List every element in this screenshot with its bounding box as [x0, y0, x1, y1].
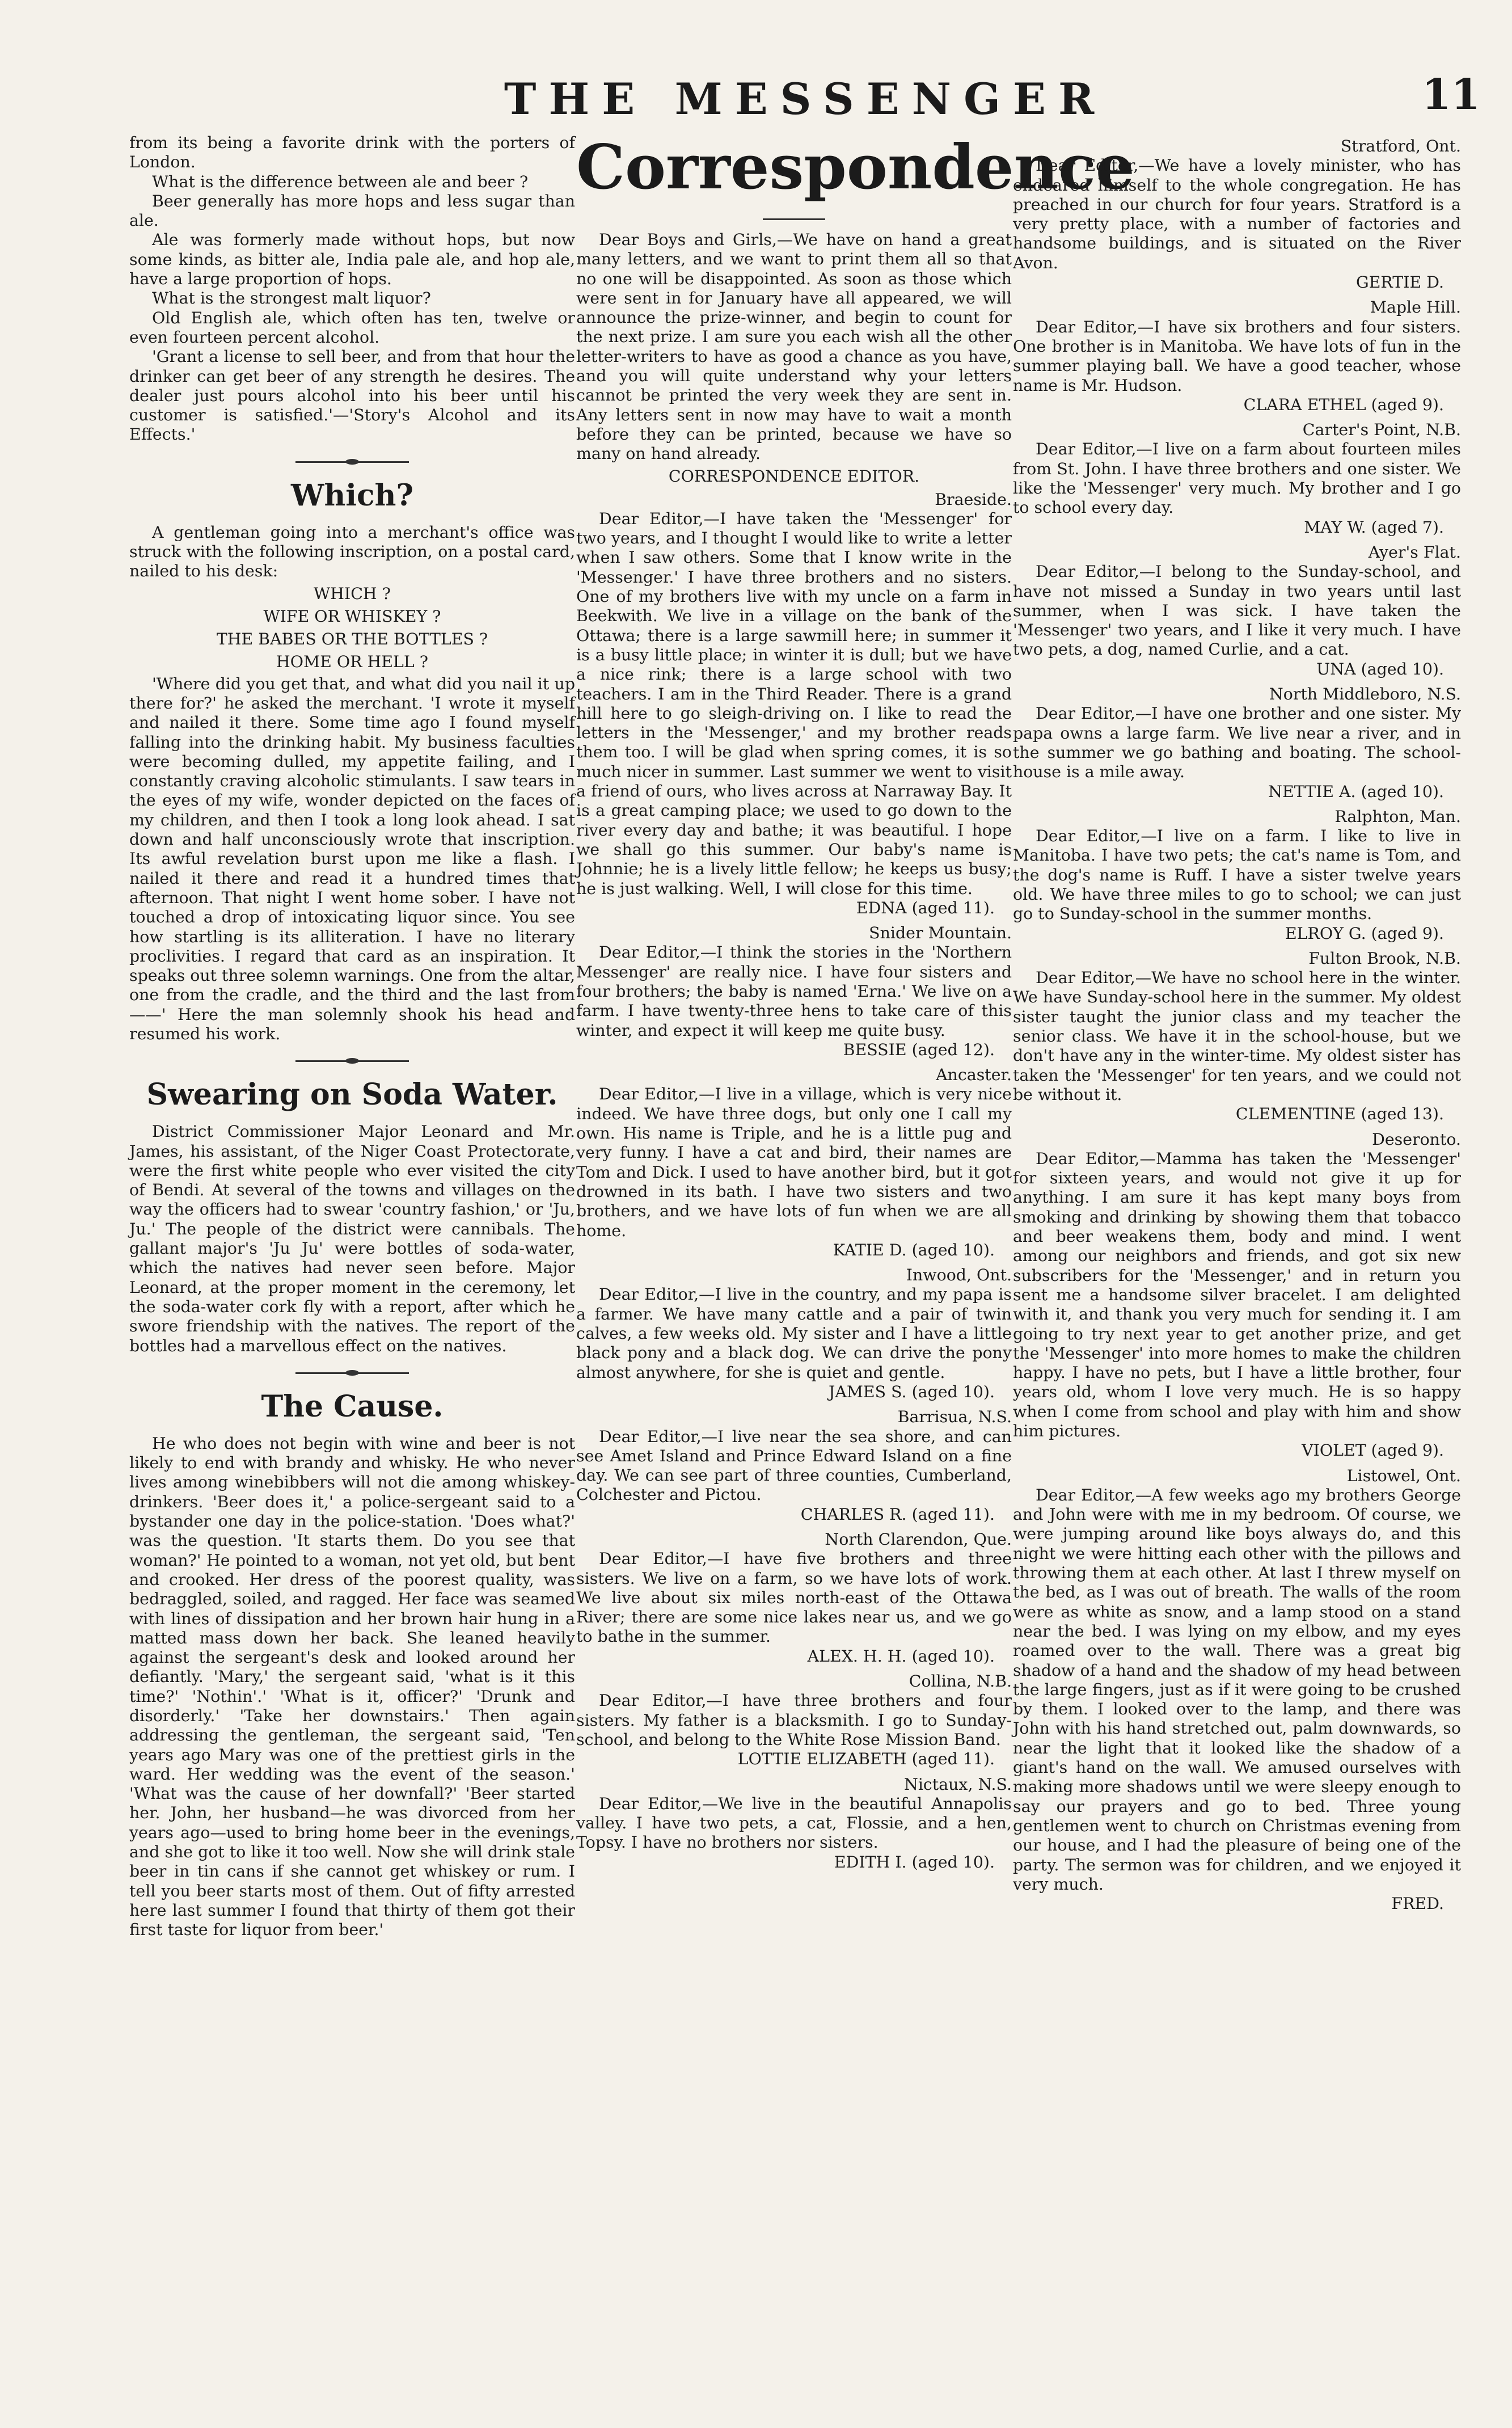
letter [576, 490, 1012, 918]
letter-place: Collina, N.B. [909, 1672, 1012, 1691]
letter-signature: LOTTIE ELIZABETH (aged 11). [737, 1750, 995, 1769]
letter-signature: CLARA ETHEL (aged 9). [1243, 395, 1444, 414]
letter-text: Dear Editor,—I have six brothers and four sisters. One brother is in Manitoba. We have lots of fun in the summer playing ball. We have a good teacher, whose name is Mr. Hudson. [1013, 317, 1461, 395]
letter [576, 1065, 1012, 1260]
letter-signature: GERTIE D. [1356, 273, 1444, 292]
inscription-line: HOME OR HELL ? [276, 652, 428, 671]
letter-place: Maple Hill. [1370, 298, 1461, 317]
letter [1013, 1466, 1461, 1914]
letter-place: North Clarendon, Que. [825, 1530, 1012, 1549]
letter-signature: NETTIE A. (aged 10). [1268, 782, 1444, 801]
letter-text: Dear Editor,—We have no school here in the winter. We have Sunday-school here in the summer. My oldest sister taught the junior class and my teacher the senior class. We have it in the school-house, but we don't have any in the winter-time. My oldest sister has taken the 'Messenger' for ten years, and we could not be without it. [1013, 968, 1461, 1104]
paragraph: District Commissioner Major Leonard and Mr. James, his assistant, of the Niger Coast Protectorate, were the first white people who ever visited the city of Bendi. At several of the towns and villages on the way the officers had to swear 'country fashion,' or 'Ju, Ju.' The people of the district were cannibals. The gallant major's 'Ju Ju' were bottles of soda-water, which the natives had never seen before. Major Leonard, at the proper moment in the ceremony, let the soda-water cork fly with a report, after which he swore friendship with the natives. The report of the bottles had a marvellous effect on the natives. [129, 1122, 575, 1355]
letter-place: North Middleboro, N.S. [1269, 685, 1461, 704]
letter-place: Barrisua, N.S. [897, 1407, 1012, 1427]
letter-text: Dear Editor,—A few weeks ago my brothers George and John were with me in my bedroom. Of course, we were jumping around like boys always do, and this night we were hitting each other with the pillows and throwing them at each other. At last I threw myself on the bed, as I was out of breath. The walls of the room were as white as snow, and a lamp stood on a stand near the bed. I was lying on my elbow, and my eyes roamed over to the wall. There was a great big shadow of a hand and the shadow of my head between the large fingers, just as if it were going to be crushed by them. I looked over to the lamp, and there was John with his hand stretched out, palm downwards, so near the light that it looked like the shadow of a giant's hand on the wall. We amused ourselves with making more shadows until we were sleepy enough to say our prayers and go to bed. Three young gentlemen went to church on Christmas evening from our house, and I had the pleasure of being one of the party. The sermon was for children, and we enjoyed it very much. [1013, 1485, 1461, 1894]
letter-place: Ralphton, Man. [1334, 807, 1461, 826]
letter-signature: UNA (aged 10). [1316, 659, 1444, 678]
column-3 [1013, 133, 1461, 2391]
letter-place: Inwood, Ont. [906, 1266, 1012, 1285]
letter-text: Dear Editor,—I live near the sea shore, and can see Amet Island and Prince Edward Island on a fine day. We can see part of three counties, Cumberland, Colchester and Pictou. [576, 1427, 1012, 1504]
letter [1013, 685, 1461, 802]
paragraph: Beer generally has more hops and less sugar than ale. [129, 191, 575, 230]
paragraph: Dear Boys and Girls,—We have on hand a great many letters, and we want to print them all so that no one will be disappointed. As soon as those which were sent in for January have all appeared, we will announce the prize-winner, and begin to count for the next prize. I am sure you each wish all the other letter-writers to have as good a chance as you have, and you will quite understand why your letters cannot be printed the very week they are sent in. Any letters sent in now may have to wait a month before they can be printed, because we have so many on hand already. [576, 230, 1012, 463]
letter [576, 1530, 1012, 1666]
letter-text: Dear Editor,—I live in the country, and my papa is a farmer. We have many cattle and a pair of twin calves, a few weeks old. My sister and I have a little black pony and a black dog. We can drive the pony almost anywhere, for she is quiet and gentle. [576, 1285, 1012, 1382]
paragraph: What is the strongest malt liquor? [152, 289, 431, 308]
letter-signature: JAMES S. (aged 10). [828, 1382, 995, 1401]
column-1 [129, 133, 575, 2391]
letter [576, 1672, 1012, 1769]
letter [1013, 807, 1461, 943]
page-number: 11 [1422, 70, 1480, 119]
letter-place: Ancaster. [936, 1065, 1012, 1085]
inscription-line: WIFE OR WHISKEY ? [263, 606, 441, 626]
letter-text: Dear Editor,—I have one brother and one sister. My papa owns a large farm. We live near a river, and in the summer we go bathing and boating. The school-house is a mile away. [1013, 704, 1461, 782]
letter [1013, 949, 1461, 1124]
letter [576, 924, 1012, 1060]
letter-text: Dear Editor,—I have three brothers and four sisters. My father is a blacksmith. I go to Sunday-school, and belong to the White Rose Mission Band. [576, 1691, 1012, 1749]
column-2 [576, 132, 1135, 2391]
section-divider [295, 457, 409, 466]
letter-text: Dear Editor,—I live on a farm about fourteen miles from St. John. I have three brothers and one sister. We like the 'Messenger' very much. My brother and I go to school every day. [1013, 440, 1461, 517]
letter-place: Stratford, Ont. [1340, 137, 1461, 155]
paragraph: 'Where did you get that, and what did you nail it up there for?' he asked the merchant. 'I wrote it myself and nailed it there. Some time ago I found myself falling into the drinking habit. My business faculties were becoming dulled, my appetite failing, and I constantly craving alcoholic stimulants. I saw tears in the eyes of my wife, wonder depicted on the faces of my children, and then I took a long look ahead. I sat down and half unconsciously wrote that inscription. Its awful revelation burst upon me like a flash. I nailed it there and read it a hundred times that afternoon. That night I went home sober. I have not touched a drop of intoxicating liquor since. You see how startling is its alliteration. I have no literary proclivities. I regard that card as an inspiration. It speaks out three solemn warnings. One from the altar, one from the cradle, and the third and the last from ——' Here the man solemnly shook his head and resumed his work. [129, 674, 575, 1043]
paragraph: A gentleman going into a merchant's office was struck with the following inscription, on a postal card, nailed to his desk: [129, 522, 575, 581]
letter-signature: VIOLET (aged 9). [1302, 1441, 1444, 1460]
letter-text: Dear Editor,—I think the stories in the 'Northern Messenger' are really nice. I have four sisters and four brothers; the baby is named 'Erna.' We live on a farm. I have twenty-three hens to take care of this winter, and expect it will keep me quite busy. [576, 943, 1012, 1040]
letter-signature: EDITH I. (aged 10). [834, 1852, 995, 1871]
letter-signature: MAY W. (aged 7). [1304, 517, 1444, 537]
paragraph: Ale was formerly made without hops, but now some kinds, as bitter ale, India pale ale, and hop ale, have a large proportion of hops. [129, 230, 575, 289]
letter-place: Snider Mountain. [869, 924, 1012, 943]
letter-place: Listowel, Ont. [1346, 1466, 1461, 1485]
section-divider [295, 1368, 409, 1377]
letter-signature: BESSIE (aged 12). [843, 1040, 995, 1059]
letter-signature: ELROY G. (aged 9). [1285, 924, 1444, 943]
letter [576, 1407, 1012, 1524]
letter-signature: ALEX. H. H. (aged 10). [807, 1646, 995, 1666]
letter [1013, 420, 1461, 537]
letter-text: Dear Editor,—I belong to the Sunday-school, and have not missed a Sunday in two years until last summer, when I was sick. I have taken the 'Messenger' two years, and I like it very much. I have two pets, a dog, named Curlie, and a cat. [1013, 562, 1461, 659]
letter-text: Dear Editor,—Mamma has taken the 'Messenger' for sixteen years, and would not give it up for anything. I am sure it has kept many boys from smoking and drinking by showing them that tobacco and beer weakens them, body and mind. I went among our neighbors and friends, and got six new subscribers for the 'Messenger,' and in return you sent me a handsome silver bracelet. I am delighted with it, and thank you very much for sending it. I am going to try next year to get another prize, and get the 'Messenger' into more homes to make the children happy. I have no pets, but I have a little brother, four years old, whom I love very much. He is so happy when I come from school and play with him and show him pictures. [1013, 1149, 1461, 1440]
paragraph: He who does not begin with wine and beer is not likely to end with brandy and whisky. He who never lives among winebibbers will not die among whiskey-drinkers. 'Beer does it,' a police-sergeant said to a bystander one day in the police-station. 'Does what?' was the question. 'It starts them. Do you see that woman?' He pointed to a woman, not yet old, but bent and crooked. Her dress of the poorest quality, was bedraggled, soiled, and ragged. Her face was seamed with lines of dissipation and her brown hair hung in a matted mass down her back. She leaned heavily against the sergeant's desk and looked around her defiantly. 'Mary,' the sergeant said, 'what is it this time?' 'Nothin'.' 'What is it, officer?' 'Drunk and disorderly.' 'Take her downstairs.' Then again addressing the gentleman, the sergeant said, 'Ten years ago Mary was one of the prettiest girls in the ward. Her wedding was the event of the season.' 'What was the cause of her downfall?' 'Beer started her. John, her husband—he was divorced from her years ago—used to bring home beer in the evenings, and she got to like it too well. Now she will drink stale beer in tin cans if she cannot get whiskey or rum. I tell you beer starts most of them. Out of fifty arrested here last summer I found that thirty of them got their first taste for liquor from beer.' [129, 1434, 575, 1940]
letter-place: Fulton Brook, N.B. [1308, 949, 1461, 968]
letter-place: Ayer's Flat. [1368, 542, 1461, 562]
paragraph: Old English ale, which often has ten, twelve or even fourteen percent alcohol. [129, 308, 575, 347]
letter-text: Dear Editor,—I have taken the 'Messenger' for two years, and I thought I would like to write a letter when I saw others. Some that I know write in the 'Messenger.' I have three brothers and no sisters. One of my brothers live with my uncle on a farm in Beekwith. We live in a village on the bank of the Ottawa; there is a large sawmill here; in summer it is a busy little place; in winter it is dull; but we have a nice rink; there is a large school with two teachers. I am in the Third Reader. There is a grand hill here to go sleigh-driving on. I like to read the letters in the 'Messenger,' and my brother reads them too. I will be glad when spring comes, it is so much nicer in summer. Last summer we went to visit a friend of ours, who lives across at Narraway Bay. It is a great camping place; we used to go down to the river every day and bathe; it was beautiful. I hope we shall go this summer. Our baby's name is Johnnie; he is a lively little fellow; he keeps us busy; he is just walking. Well, I will close for this time. [576, 509, 1012, 898]
letter [1013, 543, 1461, 679]
heading-correspondence: Correspondence [576, 132, 1135, 203]
paragraph: from its being a favorite drink with the porters of London. [129, 133, 575, 172]
divider [763, 218, 825, 220]
letter-signature: FRED. [1391, 1894, 1444, 1913]
letter-signature: EDNA (aged 11). [856, 898, 995, 917]
letter [1013, 298, 1461, 415]
letter-signature: KATIE D. (aged 10). [833, 1240, 995, 1259]
paragraph: What is the difference between ale and beer ? [152, 172, 529, 191]
letter-text: Dear Editor,—We have a lovely minister, who has endeared himself to the whole congregation. He has preached in our church for four years. Stratford is a very pretty place, with a number of factories and handsome buildings, and is situated on the River Avon. [1013, 156, 1461, 272]
heading-cause: The Cause. [261, 1389, 444, 1424]
letter [576, 1266, 1012, 1402]
letter-text: Dear Editor,—We live in the beautiful Annapolis valley. I have two pets, a cat, Flossie, and a hen, Topsy. I have no brothers nor sisters. [576, 1794, 1012, 1852]
editor-signature: CORRESPONDENCE EDITOR. [668, 466, 920, 486]
letter [1013, 137, 1461, 292]
masthead [130, 68, 1480, 125]
letter-text: Dear Editor,—I have five brothers and three sisters. We live on a farm, so we have lots of work. We live about six miles north-east of the Ottawa River; there are some nice lakes near us, and we go to bathe in the summer. [576, 1549, 1012, 1646]
letter-place: Braeside. [935, 490, 1012, 509]
letter-text: Dear Editor,—I live in a village, which is very nice indeed. We have three dogs, but only one I call my own. His name is Triple, and he is a little pug and very funny. I have a cat and bird, their names are Tom and Dick. I used to have another bird, but it got drowned in its bath. I have two sisters and two brothers, and we have lots of fun when we are all home. [576, 1085, 1012, 1240]
letter-place: Deseronto. [1372, 1129, 1461, 1149]
heading-swearing: Swearing on Soda Water. [146, 1077, 558, 1112]
letter [576, 1775, 1012, 1872]
letter-place: Carter's Point, N.B. [1302, 420, 1461, 440]
heading-which: Which? [291, 478, 413, 513]
inscription-line: THE BABES OR THE BOTTLES ? [216, 629, 488, 648]
masthead-title: THE MESSENGER [504, 74, 1107, 124]
letter-signature: CLEMENTINE (aged 13). [1235, 1105, 1444, 1124]
inscription-line: WHICH ? [314, 584, 391, 603]
letter-place: Nictaux, N.S. [903, 1774, 1012, 1794]
letter [1013, 1130, 1461, 1461]
section-divider [295, 1056, 409, 1065]
letter-text: Dear Editor,—I live on a farm. I like to live in Manitoba. I have two pets; the cat's name is Tom, and the dog's name is Ruff. I have a sister twelve years old. We have three miles to go to school; we can just go to Sunday-school in the summer months. [1013, 827, 1461, 924]
paragraph: 'Grant a license to sell beer, and from that hour the drinker can get beer of any strength he desires. The dealer just pours alcohol into his beer until his customer is satisfied.'—'Story's Alcohol and its Effects.' [129, 347, 575, 444]
letter-signature: CHARLES R. (aged 11). [800, 1504, 995, 1524]
